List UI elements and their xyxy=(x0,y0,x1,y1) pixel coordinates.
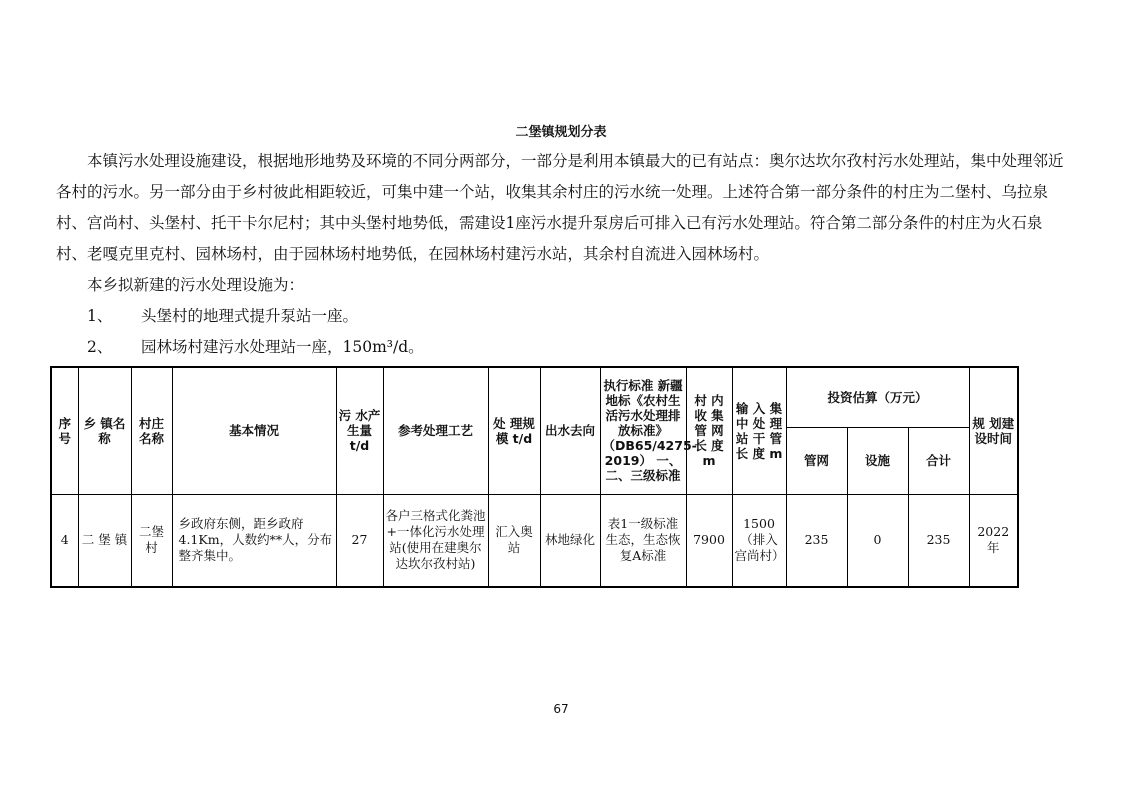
page-number: 67 xyxy=(553,702,569,716)
cell-process: 各户三格式化粪池+一体化污水处理站(使用在建奥尔达坎尔孜村站) xyxy=(383,494,488,587)
cell-seq: 4 xyxy=(51,494,78,587)
header-standard: 执行标准 新疆地标《农村生活污水处理排放标准》（DB65/4275-2019） 一、二、三级标准 xyxy=(600,367,686,494)
table-header-row xyxy=(51,367,1018,427)
cell-town: 二 堡 镇 xyxy=(78,494,131,587)
header-outlet: 出水去向 xyxy=(540,367,600,494)
cell-standard: 表1一级标准生态，生态恢复A标准 xyxy=(600,494,686,587)
body-text xyxy=(56,146,1066,363)
cell-scale: 汇入奥站 xyxy=(488,494,540,587)
header-pipe-network: 管网 xyxy=(786,427,847,494)
cell-total: 235 xyxy=(908,494,969,587)
list-item xyxy=(56,332,1066,363)
header-town: 乡 镇名称 xyxy=(78,367,131,494)
page-title: 二堡镇规划分表 xyxy=(515,125,607,140)
header-plan-time: 规 划建 设时间 xyxy=(969,367,1018,494)
header-process: 参考处理工艺 xyxy=(383,367,488,494)
list-item-number: 1、 xyxy=(87,307,113,325)
header-sewage-volume: 污 水产 生量 t/d xyxy=(336,367,383,494)
cell-plan-time: 2022年 xyxy=(969,494,1018,587)
header-trunk-pipe-length: 输 入 集 中 处 理 站 干 管 长 度 m xyxy=(732,367,786,494)
header-facility: 设施 xyxy=(847,427,908,494)
header-scale: 处 理规 模 t/d xyxy=(488,367,540,494)
list-item xyxy=(56,301,1066,332)
paragraph-intro: 本镇污水处理设施建设，根据地形地势及环境的不同分两部分，一部分是利用本镇最大的已有站点：奥尔达坎尔孜村污水处理站，集中处理邻近各村的污水。另一部分由于乡村彼此相距较近，可集中建一个站，收集其余村庄的污水统一处理。上述符合第一部分条件的村庄为二堡村、乌拉泉村、宫尚村、头堡村、托干卡尔尼村；其中头堡村地势低，需建设1座污水提升泵房后可排入已有污水处理站。符合第二部分条件的村庄为火石泉村、老嘎克里克村、园林场村，由于园林场村地势低，在园林场村建污水站，其余村自流进入园林场村。 xyxy=(56,152,1064,263)
list-item-text: 园林场村建污水处理站一座，150m³/d。 xyxy=(141,338,424,356)
cell-trunk-pipe-length: 1500（排入宫尚村） xyxy=(732,494,786,587)
cell-basic-info: 乡政府东侧，距乡政府4.1Km，人数约**人，分布整齐集中。 xyxy=(172,494,336,587)
planning-table xyxy=(50,366,1019,588)
list-item-text: 头堡村的地理式提升泵站一座。 xyxy=(141,307,359,325)
cell-outlet: 林地绿化 xyxy=(540,494,600,587)
header-investment: 投资估算（万元） xyxy=(786,367,969,427)
cell-facility: 0 xyxy=(847,494,908,587)
cell-inner-pipe-length: 7900 xyxy=(686,494,732,587)
paragraph-facilities: 本乡拟新建的污水处理设施为： xyxy=(87,276,305,294)
table-row xyxy=(51,494,1018,587)
header-total: 合计 xyxy=(908,427,969,494)
list-item-number: 2、 xyxy=(87,338,113,356)
cell-pipe-network: 235 xyxy=(786,494,847,587)
header-inner-pipe-length: 村 内收 集管 网长 度 m xyxy=(686,367,732,494)
header-seq: 序号 xyxy=(51,367,78,494)
header-basic-info: 基本情况 xyxy=(172,367,336,494)
header-village: 村庄名称 xyxy=(131,367,172,494)
cell-village: 二堡村 xyxy=(131,494,172,587)
cell-sewage-volume: 27 xyxy=(336,494,383,587)
